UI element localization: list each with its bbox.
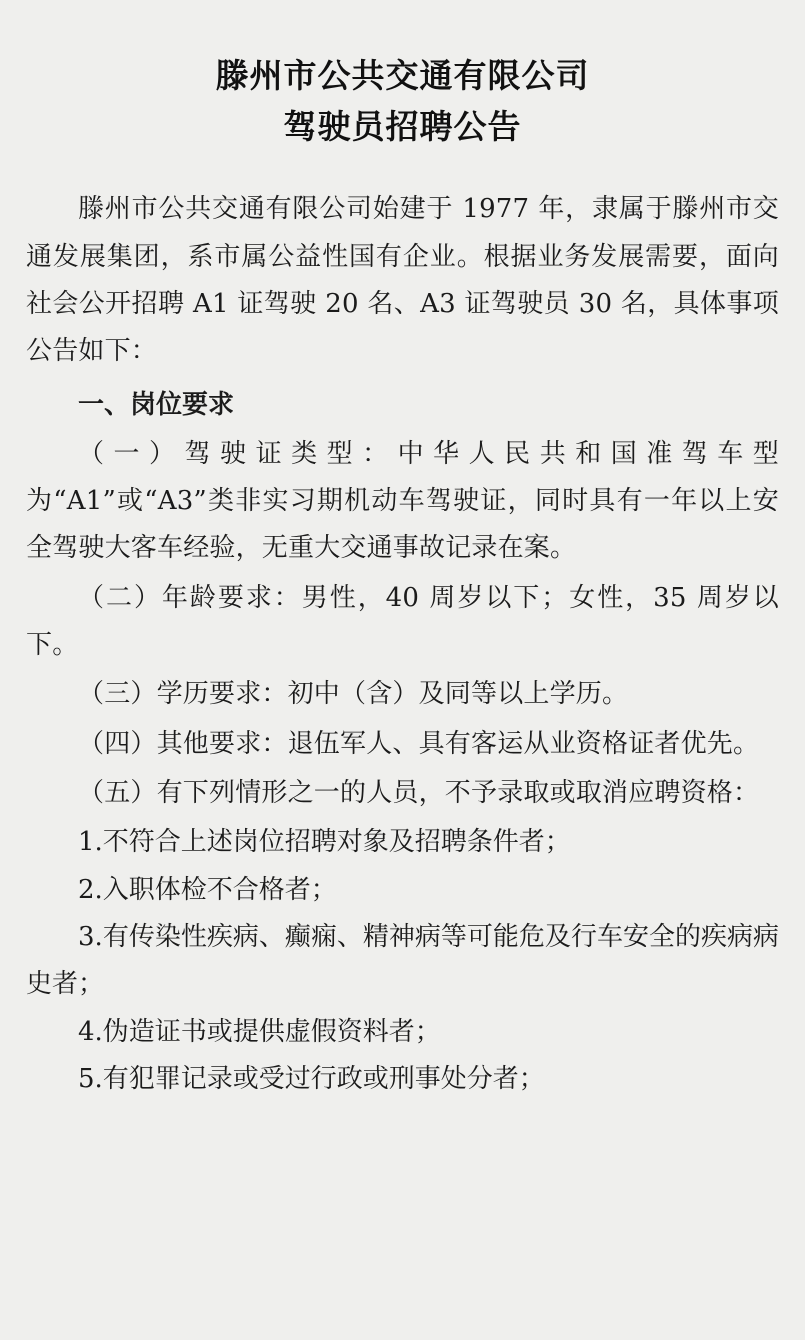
intro-paragraph: 滕州市公共交通有限公司始建于 1977 年，隶属于滕州市交通发展集团，系市属公益性国有企业。根据业务发展需要，面向社会公开招聘 A1 证驾驶 20 名、A3 证驾驶员 30 名，具体事项公告如下： xyxy=(26,194,779,367)
disqualification-item-2: 2.入职体检不合格者； xyxy=(78,874,337,905)
requirement-item-1: （一）驾驶证类型：中华人民共和国准驾车型为“A1”或“A3”类非实习期机动车驾驶证，同时具有一年以上安全驾驶大客车经验，无重大交通事故记录在案。 xyxy=(26,438,779,564)
document-title xyxy=(26,50,779,152)
requirement-item-4: （四）其他要求：退伍军人、具有客运从业资格证者优先。 xyxy=(78,728,760,759)
disqualification-item-1: 1.不符合上述岗位招聘对象及招聘条件者； xyxy=(78,827,571,858)
disqualification-item-5: 5.有犯罪记录或受过行政或刑事处分者； xyxy=(78,1063,545,1094)
title-line-1: 滕州市公共交通有限公司 xyxy=(215,56,590,95)
requirement-item-5: （五）有下列情形之一的人员，不予录取或取消应聘资格： xyxy=(78,778,760,809)
requirement-item-3: （三）学历要求：初中（含）及同等以上学历。 xyxy=(78,679,629,710)
disqualification-item-4: 4.伪造证书或提供虚假资料者； xyxy=(78,1016,441,1047)
title-line-2: 驾驶员招聘公告 xyxy=(283,107,522,147)
requirement-item-2: （二）年龄要求：男性，40 周岁以下；女性，35 周岁以下。 xyxy=(26,582,779,661)
disqualification-item-3: 3.有传染性疾病、癫痫、精神病等可能危及行车安全的疾病病史者； xyxy=(26,921,779,1000)
section-heading-requirements: 一、岗位要求 xyxy=(78,389,235,420)
